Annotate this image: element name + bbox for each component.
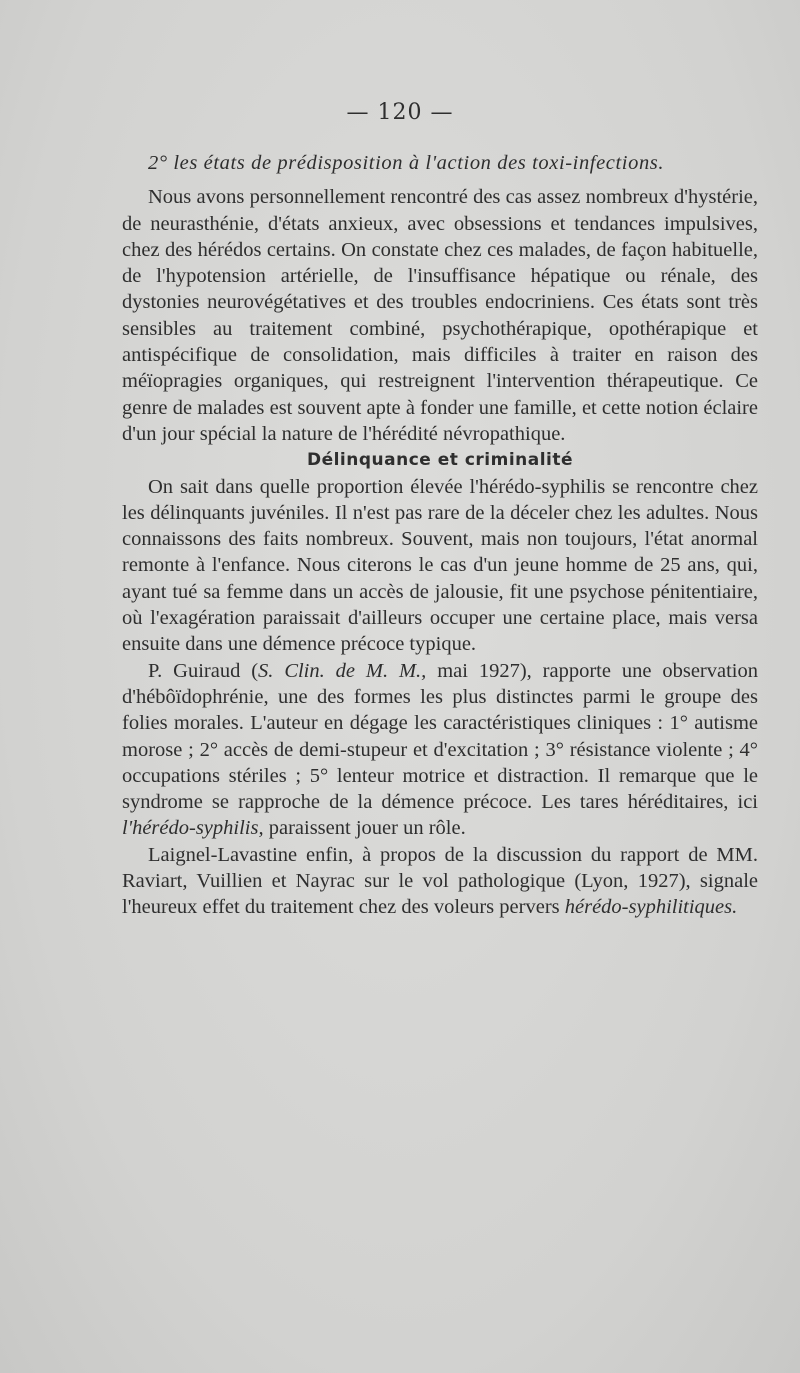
text-span: Laignel-Lavastine enfin, à propos de la discussion du rapport de MM. Raviart, Vuillien et Nayrac sur le vol pathologique (Lyon, 1927), signale l'heureux effet du traitement chez des voleurs pervers [122,843,758,919]
text-span: P. Guiraud ( [148,659,259,682]
page-body [122,150,758,921]
page-number: — 120 — [346,100,454,125]
paragraph-hysteria: Nous avons personnellement rencontré des cas assez nombreux d'hystérie, de neurasthénie, d'états anxieux, avec obsessions et tendances impulsives, chez des hérédos certains. On constate chez ces malades, de façon habituelle, de l'hypotension artérielle, de l'insuffisance hépatique ou rénale, des dystonies neurovégétatives et des troubles endocriniens. Ces états sont très sensibles au traitement combiné, psychothérapique, opothérapique et antispécifique de consolidation, mais difficiles à traiter en raison des méïopragies organiques, qui restreignent l'intervention thérapeutique. Ce genre de malades est souvent apte à fonder une famille, et cette notion éclaire d'un jour spécial la nature de l'hérédité névropathique. [122,186,758,445]
citation: S. Clin. de M. M., [258,659,427,682]
emphasis: l'hérédo-syphilis, [122,817,264,840]
text-span: mai 1927), rapporte une observation d'hébôïdophrénie, une des formes les plus distinctes parmi le groupe des folies morales. L'auteur en dégage les caractéristiques cliniques : 1° autisme morose ; 2° accès de demi-stupeur et d'excitation ; 3° résistance violente ; 4° occupations stériles ; 5° lenteur motrice et distraction. Il remarque que le syndrome se rapproche de la démence précoce. Les tares héréditaires, ici [122,659,758,814]
section-title: Délinquance et criminalité [306,450,574,471]
paragraph-guiraud [122,658,758,842]
emphasis: hérédo-syphilitiques. [564,896,738,919]
text-span: paraissent jouer un rôle. [263,817,466,840]
paragraph-delinquency: On sait dans quelle proportion élevée l'hérédo-syphilis se rencontre chez les délinquants juvéniles. Il n'est pas rare de la déceler chez les adultes. Nous connaissons des faits nombreux. Souvent, mais non toujours, l'état anormal remonte à l'enfance. Nous citerons le cas d'un jeune homme de 25 ans, qui, ayant tué sa femme dans un accès de jalousie, fit une psychose pénitentiaire, où l'exagération paraissait d'ailleurs occuper une certaine place, mais versa ensuite dans une démence précoce typique. [122,475,758,656]
paragraph-laignel [122,842,758,921]
subheading: 2° les états de prédisposition à l'action des toxi-infections. [148,152,665,174]
